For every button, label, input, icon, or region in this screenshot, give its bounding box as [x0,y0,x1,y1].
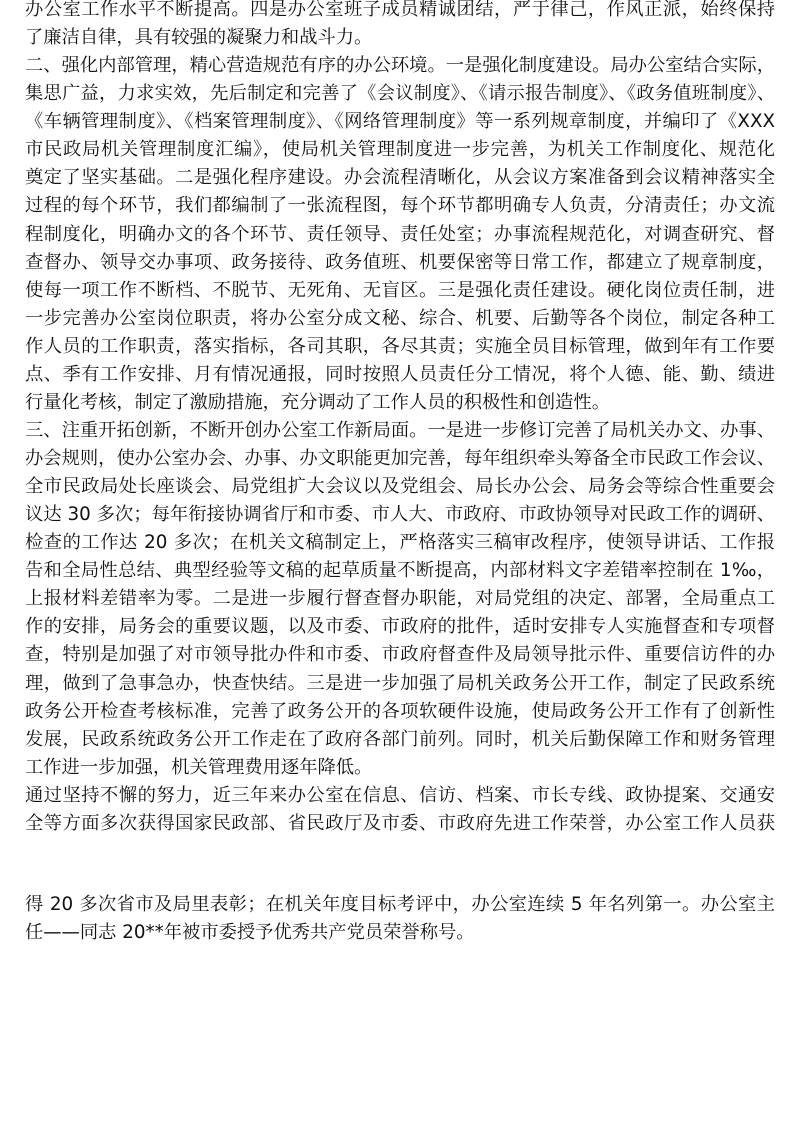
text-line: 通过坚持不懈的努力，近三年来办公室在信息、信访、档案、市长专线、政协提案、交通安 [25,784,775,806]
text-line: 检查的工作达 20 多次；在机关文稿制定上，严格落实三稿审改程序，使领导讲话、工作报 [25,532,775,554]
text-line: 使每一项工作不断档、不脱节、无死角、无盲区。三是强化责任建设。硬化岗位责任制，进 [25,279,775,301]
text-line: 议达 30 多次；每年衔接协调省厅和市委、市人大、市政府、市政协领导对民政工作的调研、 [25,504,775,526]
text-line: 查，特别是加强了对市领导批办件和市委、市政府督查件及局领导批示件、重要信访件的办 [25,644,775,666]
text-line: 程制度化，明确办文的各个环节、责任领导、责任处室；办事流程规范化，对调查研究、督 [25,223,775,245]
text-line: 政务公开检查考核标准，完善了政务公开的各项软硬件设施，使局政务公开工作有了创新性 [25,700,775,722]
text-line: 办公室工作水平不断提高。四是办公室班子成员精诚团结，严于律己，作风正派，始终保持 [25,0,775,20]
text-line: 一步完善办公室岗位职责，将办公室分成文秘、综合、机要、后勤等各个岗位，制定各种工 [25,307,775,329]
text-line: 发展，民政系统政务公开工作走在了政府各部门前列。同时，机关后勤保障工作和财务管理 [25,728,775,750]
text-line: 告和全局性总结、典型经验等文稿的起草质量不断提高，内部材料文字差错率控制在 1‰， [25,560,775,582]
text-line: 作的安排，局务会的重要议题，以及市委、市政府的批件，适时安排专人实施督查和专项督 [25,616,775,638]
text-line: 奠定了坚实基础。二是强化程序建设。办会流程清晰化，从会议方案准备到会议精神落实全 [25,167,775,189]
text-line: 任——同志 20**年被市委授予优秀共产党员荣誉称号。 [25,922,475,944]
text-line: 了廉洁自律，具有较强的凝聚力和战斗力。 [25,27,373,49]
text-line: 《车辆管理制度》、《档案管理制度》、《网络管理制度》等一系列规章制度，并编印了《XXX [25,111,775,133]
text-line: 全等方面多次获得国家民政部、省民政厅及市委、市政府先进工作荣誉，办公室工作人员获 [25,812,775,834]
text-line: 点、季有工作安排、月有情况通报，同时按照人员责任分工情况，将个人德、能、勤、绩进 [25,363,775,385]
text-line: 过程的每个环节，我们都编制了一张流程图，每个环节都明确专人负责，分清责任；办文流 [25,195,775,217]
text-line: 全市民政局处长座谈会、局党组扩大会议以及党组会、局长办公会、局务会等综合性重要会 [25,476,775,498]
text-line: 办会规则，使办公室办会、办事、办文职能更加完善，每年组织牵头筹备全市民政工作会议、 [25,448,775,469]
text-line: 得 20 多次省市及局里表彰；在机关年度目标考评中，办公室连续 5 年名列第一。办公室主 [25,894,775,915]
text-line: 行量化考核，制定了激励措施，充分调动了工作人员的积极性和创造性。 [25,391,610,413]
text-line: 集思广益，力求实效，先后制定和完善了《会议制度》、《请示报告制度》、《政务值班制度》、 [25,83,775,105]
text-line: 三、注重开拓创新，不断开创办公室工作新局面。一是进一步修订完善了局机关办文、办事、 [25,419,775,441]
document-body-page-1 [25,0,775,838]
text-line: 市民政局机关管理制度汇编》，使局机关管理制度进一步完善，为机关工作制度化、规范化 [25,139,775,161]
text-line: 二、强化内部管理，精心营造规范有序的办公环境。一是强化制度建设。局办公室结合实际， [25,55,775,77]
document-body-page-2 [25,891,775,947]
text-line: 理，做到了急事急办，快查快结。三是进一步加强了局机关政务公开工作，制定了民政系统 [25,672,775,694]
text-line: 工作进一步加强，机关管理费用逐年降低。 [25,756,373,778]
text-line: 作人员的工作职责，落实指标，各司其职，各尽其责；实施全员目标管理，做到年有工作要 [25,335,775,357]
text-line: 查督办、领导交办事项、政务接待、政务值班、机要保密等日常工作，都建立了规章制度， [25,251,775,273]
text-line: 上报材料差错率为零。二是进一步履行督查督办职能，对局党组的决定、部署，全局重点工 [25,588,775,610]
